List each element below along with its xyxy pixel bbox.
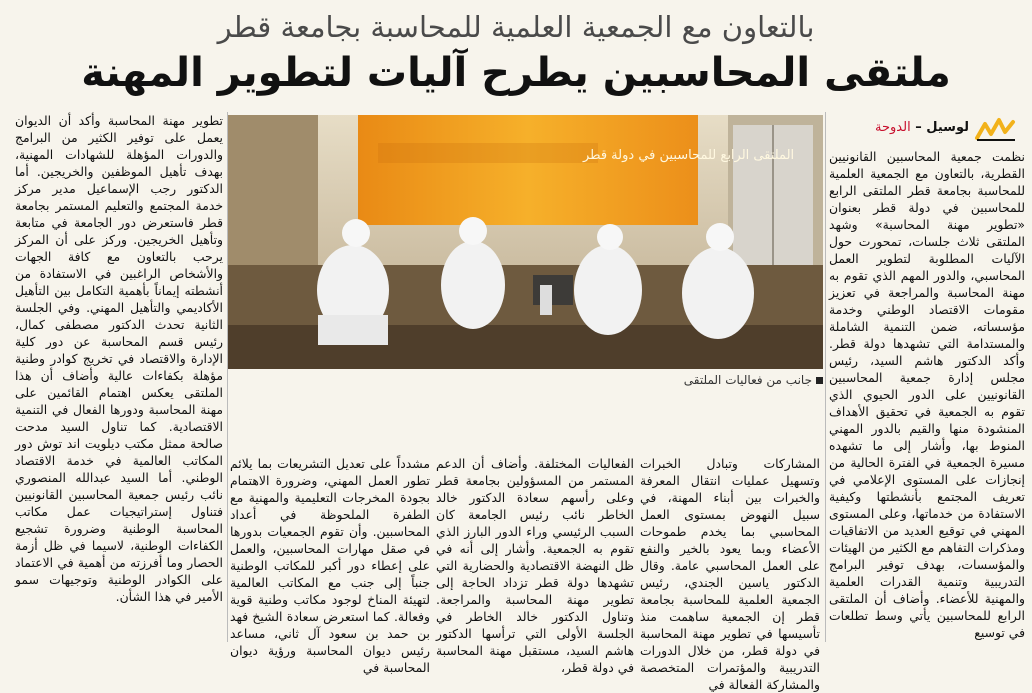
article-subheadline: بالتعاون مع الجمعية العلمية للمحاسبة بجامعة قطر <box>217 10 815 44</box>
article-column-1 <box>829 148 1025 642</box>
photo-caption <box>640 373 823 387</box>
column-text: نظمت جمعية المحاسبين القانونيين القطرية، بالتعاون مع الجمعية العلمية للمحاسبة بجامعة قطر الملتقى الرابع للمحاسبين في دولة قطر بعنوان «تطوير مهنة المحاسبة» وشهد الملتقى ثلاث جلسات، تمحورت حول الآليات المطلوبة لتطوير العمل المحاسبي، والدور المهم الذي تقوم به مهنة المحاسبة والمراجعة في تعزيز مقومات الاقتصاد الوطني وخدمة مؤسساته، ضمن التنمية الشاملة والمستدامة التي تشهدها دولة قطر. وأكد الدكتور هاشم السيد، رئيس مجلس إدارة جمعية المحاسبين القانونيين على الدور الحيوي الذي تقوم به الجمعية في تحقيق الأهداف المنشودة منها والقيم بالدور المهني المنوط بها، وأشار إلى ما تشهده مسيرة الجمعية في الفترة الحالية من إنجازات على المستوى الإعلامي في تعريف المجتمع بأنشطتها وكيفية الاستفادة من خدماتها، وعلى المستوى المهني في توقيع العديد من الاتفاقيات ومذكرات التفاهم مع الكثير من الهيئات والمؤسسات، بهدف توفير البرامج التدريبية وتنمية القدرات العلمية والمهنية للأعضاء. وأضاف أن الملتقى الرابع للمحاسبين يأتي وسط تطلعات في توسيع <box>829 149 1025 640</box>
column-divider <box>227 112 228 642</box>
lusail-logo-icon <box>975 118 1019 142</box>
article-headline: ملتقى المحاسبين يطرح آليات لتطوير المهنة <box>81 50 951 96</box>
column-text: المشاركات وتبادل الخبرات وتسهيل عمليات انتقال المعرفة والخبرات بين أبناء المهنة، في سبيل النهوض بمستوى العمل المحاسبي بما يخدم طموحات الأعضاء وبما يعود بالخير والنفع على العمل المحاسبي عامة. وقال الدكتور ياسين الجندي، رئيس الجمعية العلمية للمحاسبة بجامعة قطر إن الجمعية ساهمت منذ تأسيسها في تطوير مهنة المحاسبة في دولة قطر، من خلال الدورات التدريبية والمؤتمرات المتخصصة والمشاركة الفعالة في <box>640 456 820 692</box>
dateline-city: الدوحة <box>875 120 911 135</box>
dateline-brand: لوسيل <box>926 120 969 135</box>
caption-bullet-icon <box>816 377 823 384</box>
panel-discussion-image <box>228 115 823 369</box>
article-column-4 <box>230 455 430 675</box>
event-photo <box>228 115 823 369</box>
column-divider <box>825 112 826 642</box>
stage-banner-text: الملتقى الرابع للمحاسبين في دولة قطر <box>583 148 795 163</box>
column-text: الفعاليات المختلفة. وأضاف أن الدعم المستمر من المسؤولين بجامعة قطر وعلى رأسهم سعادة الدكتور خالد الخاطر نائب رئيس الجامعة كان السبب الرئيسي وراء الدور البارز الذي تقوم به الجمعية. وأشار إلى أنه في ظل النهضة الاقتصادية والحضارية التي تشهدها دولة قطر تزداد الحاجة إلى تطوير مهنة المحاسبة والمراجعة. وتناول الدكتور خالد الخاطر في الجلسة الأولى التي ترأسها الدكتور هاشم السيد، مستقبل مهنة المحاسبة في دولة قطر، <box>436 456 634 675</box>
article-column-3 <box>436 455 634 675</box>
dateline-separator: – <box>915 120 922 135</box>
photo-caption-text: جانب من فعاليات الملتقى <box>683 373 812 387</box>
article-column-2 <box>640 455 820 692</box>
column-text: مشدداً على تعديل التشريعات بما يلائم تطور العمل المهني، وضرورة الاهتمام بجودة المخرجات التعليمية والمهنية مع الطفرة الملحوظة في أعداد المحاسبين. وأن تقوم الجمعيات بدورها في صقل مهارات المحاسبين، والعمل على إعطاء دور أكبر للمكاتب الوطنية جنباً إلى جنب مع المكاتب العالمية لتهيئة المناخ لوجود مكاتب وطنية قوية وفعالة. كما استعرض سعادة الشيخ فهد بن حمد بن سعود آل ثاني، مساعد رئيس ديوان المحاسبة ورؤية ديوان المحاسبة في <box>230 456 430 675</box>
dateline-text <box>875 120 969 135</box>
dateline <box>840 116 1025 144</box>
column-text: تطوير مهنة المحاسبة وأكد أن الديوان يعمل على توفير الكثير من البرامج والدورات المؤهلة للشهادات المهنية، بهدف تأهيل الموظفين والخريجين. أما الدكتور رجب الإسماعيل مدير مركز خدمة المجتمع والتعليم المستمر بجامعة قطر فاستعرض دور الجامعة في متابعة وتأهيل الخريجين. وركز على أن المركز يرحب بالتعاون مع كافة الجهات والأشخاص الراغبين في الاستفادة من أنشطته إيماناً بأهمية التكامل بين التأهيل الأكاديمي والتأهيل المهني. وفي الجلسة الثانية تحدث الدكتور مصطفى كمال، رئيس قسم المحاسبة عن دور كلية الإدارة والاقتصاد في تخريج كوادر وطنية مؤهلة بكفاءات عالية وأضاف أن هذا الملتقى يعكس اهتمام القائمين على مهنة المحاسبة ودورها الفعال في التنمية الاقتصادية. كما تناول السيد مدحت صالحة ممثل مكتب ديلويت اند توش دور المكاتب العالمية في خدمة الاقتصاد الوطني. أما السيد عبدالله المنصوري نائب رئيس جمعية المحاسبين القانونيين فتناول إستراتيجيات عمل مكاتب المحاسبة الوطنية وضرورة تشجيع الكفاءات الوطنية، لاسيما في ظل أزمة الحصار وما أفرزته من أهمية في الاعتماد على الكوادر الوطنية وتوجيهات سمو الأمير في هذا الشأن. <box>15 113 223 604</box>
article-column-5 <box>15 112 223 642</box>
